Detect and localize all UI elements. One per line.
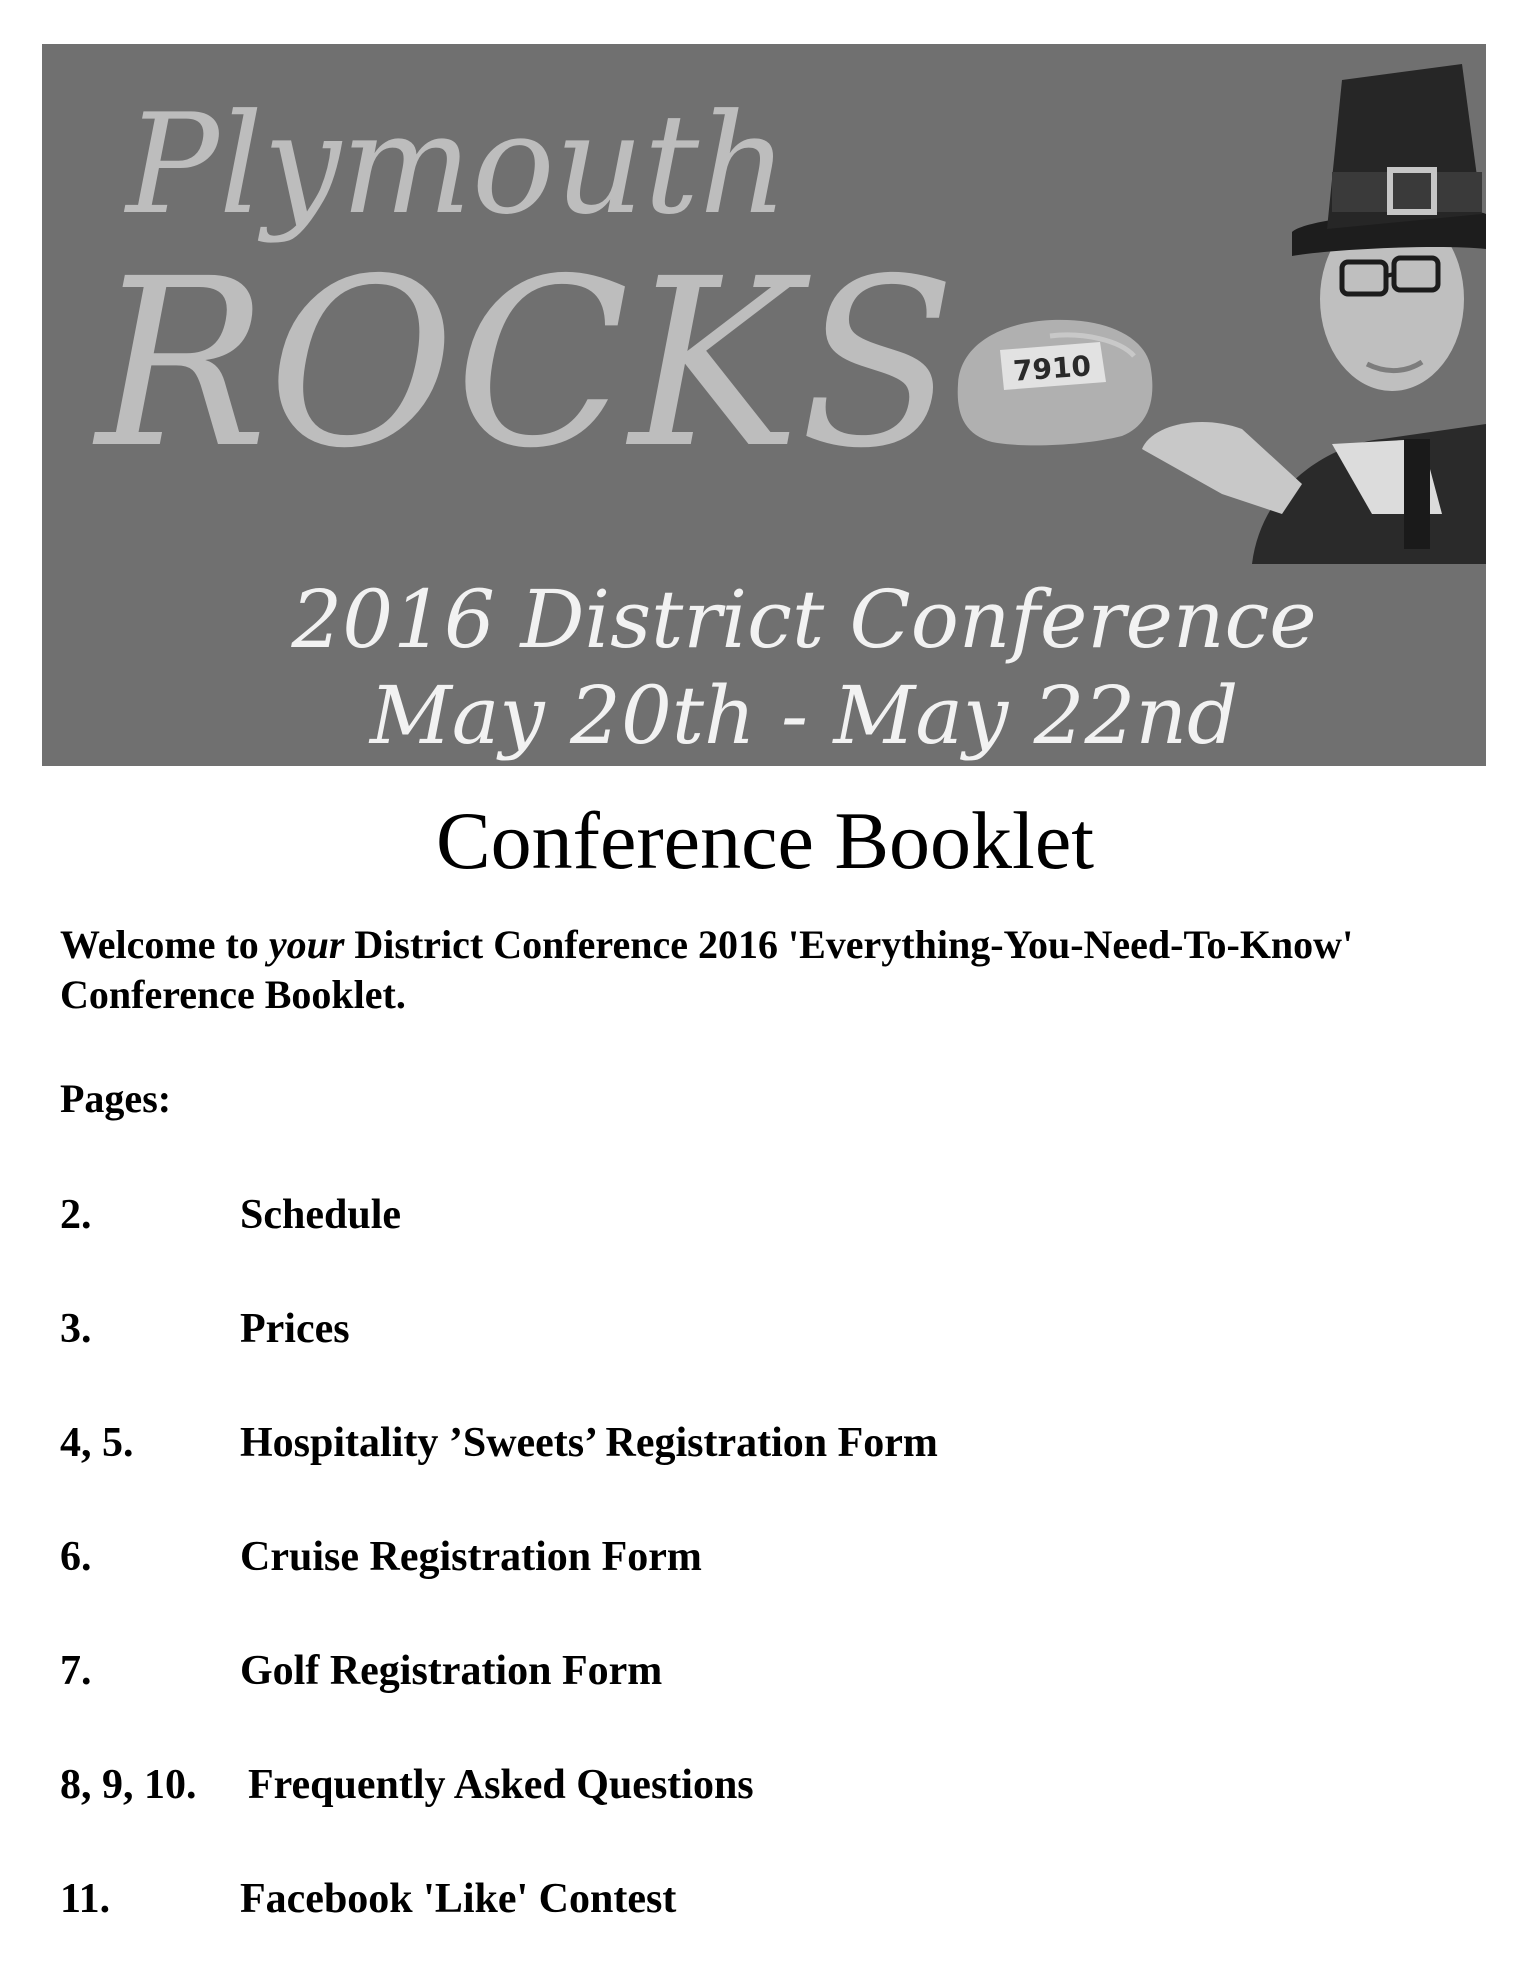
toc-label: Cruise Registration Form [240, 1534, 702, 1580]
toc-page-number: 4, 5. [60, 1420, 134, 1466]
toc-page-number: 3. [60, 1306, 92, 1352]
toc-label: Facebook 'Like' Contest [240, 1876, 677, 1922]
conference-year-line: 2016 District Conference [291, 573, 1317, 666]
conference-dates-line: May 20th - May 22nd [369, 669, 1239, 762]
intro-emphasis: your [268, 922, 345, 967]
toc-label: Hospitality ’Sweets’ Registration Form [240, 1420, 938, 1466]
header-banner [42, 44, 1486, 766]
intro-text-start: Welcome to [60, 922, 269, 967]
intro-text-end: District Conference 2016 'Everything-You-Need-To-Know' Conference Booklet. [60, 922, 1354, 1017]
logo-script-plymouth: Plymouth [126, 84, 789, 245]
rock-7910-illustration [958, 320, 1153, 446]
page-title: Conference Booklet [435, 795, 1095, 886]
toc-page-number: 7. [60, 1648, 92, 1694]
intro-paragraph [60, 920, 1460, 1020]
toc-page-number: 2. [60, 1192, 92, 1238]
toc-label: Prices [240, 1306, 350, 1352]
toc-page-number: 11. [60, 1876, 111, 1922]
toc-page-number: 6. [60, 1534, 92, 1580]
logo-script-rocks: ROCKS [92, 229, 957, 499]
toc-page-number: 8, 9, 10. [60, 1762, 197, 1808]
toc-label: Frequently Asked Questions [248, 1762, 754, 1808]
pages-label: Pages: [60, 1076, 172, 1121]
toc-label: Schedule [240, 1192, 402, 1238]
rock-number: 7910 [1012, 349, 1093, 388]
toc-label: Golf Registration Form [240, 1648, 663, 1694]
pilgrim-illustration [1142, 64, 1486, 564]
